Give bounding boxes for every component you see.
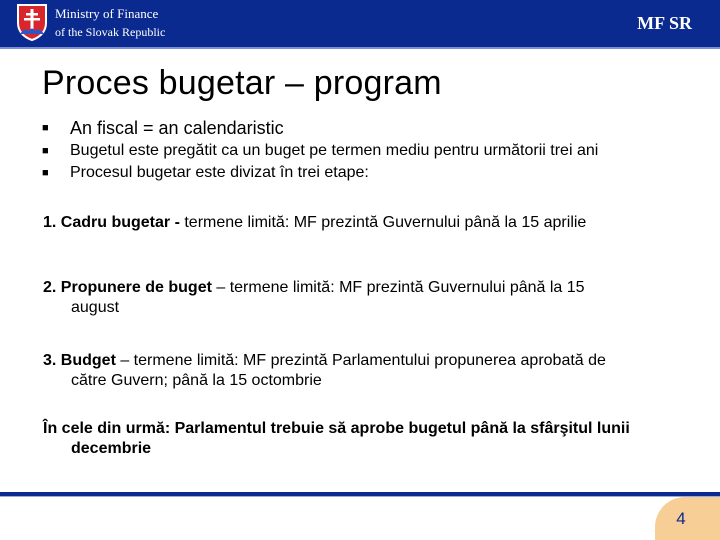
stage-1-text: termene limită: MF prezintă Guvernului până la 15 aprilie: [179, 214, 587, 231]
header-bar: [0, 0, 720, 47]
bullet-item: [42, 116, 702, 140]
bullet-text: An fiscal = an calendaristic: [70, 118, 284, 138]
bullet-item: [42, 162, 702, 184]
org-name-line1: Ministry of Finance: [55, 6, 159, 21]
org-name-line2: of the Slovak Republic: [55, 25, 166, 39]
square-bullet-icon: ■: [42, 122, 49, 134]
square-bullet-icon: ■: [42, 145, 49, 157]
page-number: 4: [676, 509, 686, 528]
footer-divider-thin: [0, 496, 720, 497]
final-note-text: În cele din urmă: Parlamentul trebuie să aprobe bugetul până la sfârşitul lunii: [43, 420, 630, 437]
square-bullet-icon: ■: [42, 167, 49, 179]
stage-2-text: – termene limită: MF prezintă Guvernului până la 15: [211, 279, 585, 296]
header-divider: [0, 47, 720, 49]
stage-2-continuation: august: [71, 299, 120, 316]
org-abbreviation: MF SR: [637, 13, 692, 33]
final-note: [43, 419, 705, 459]
slovak-coat-of-arms-icon: [16, 3, 48, 41]
bullet-text: Procesul bugetar este divizat în trei etape:: [70, 164, 369, 181]
bullet-item: [42, 140, 702, 162]
stage-1: [43, 213, 705, 233]
bullet-list: [42, 116, 702, 184]
stage-3-continuation: către Guvern; până la 15 octombrie: [71, 372, 322, 389]
stage-3: [43, 351, 705, 391]
bullet-text: Bugetul este pregătit ca un buget pe termen mediu pentru următorii trei ani: [70, 142, 599, 159]
stage-2: [43, 278, 705, 318]
page-number-tab: [655, 497, 720, 540]
stage-3-text: – termene limită: MF prezintă Parlamentului propunerea aprobată de: [115, 352, 606, 369]
stage-2-lead: 2. Propunere de buget: [43, 279, 212, 296]
final-note-continuation: decembrie: [71, 440, 152, 457]
slide-title: Proces bugetar – program: [42, 64, 442, 102]
stage-3-lead: 3. Budget: [43, 352, 116, 369]
stage-1-lead: 1. Cadru bugetar -: [43, 214, 180, 231]
